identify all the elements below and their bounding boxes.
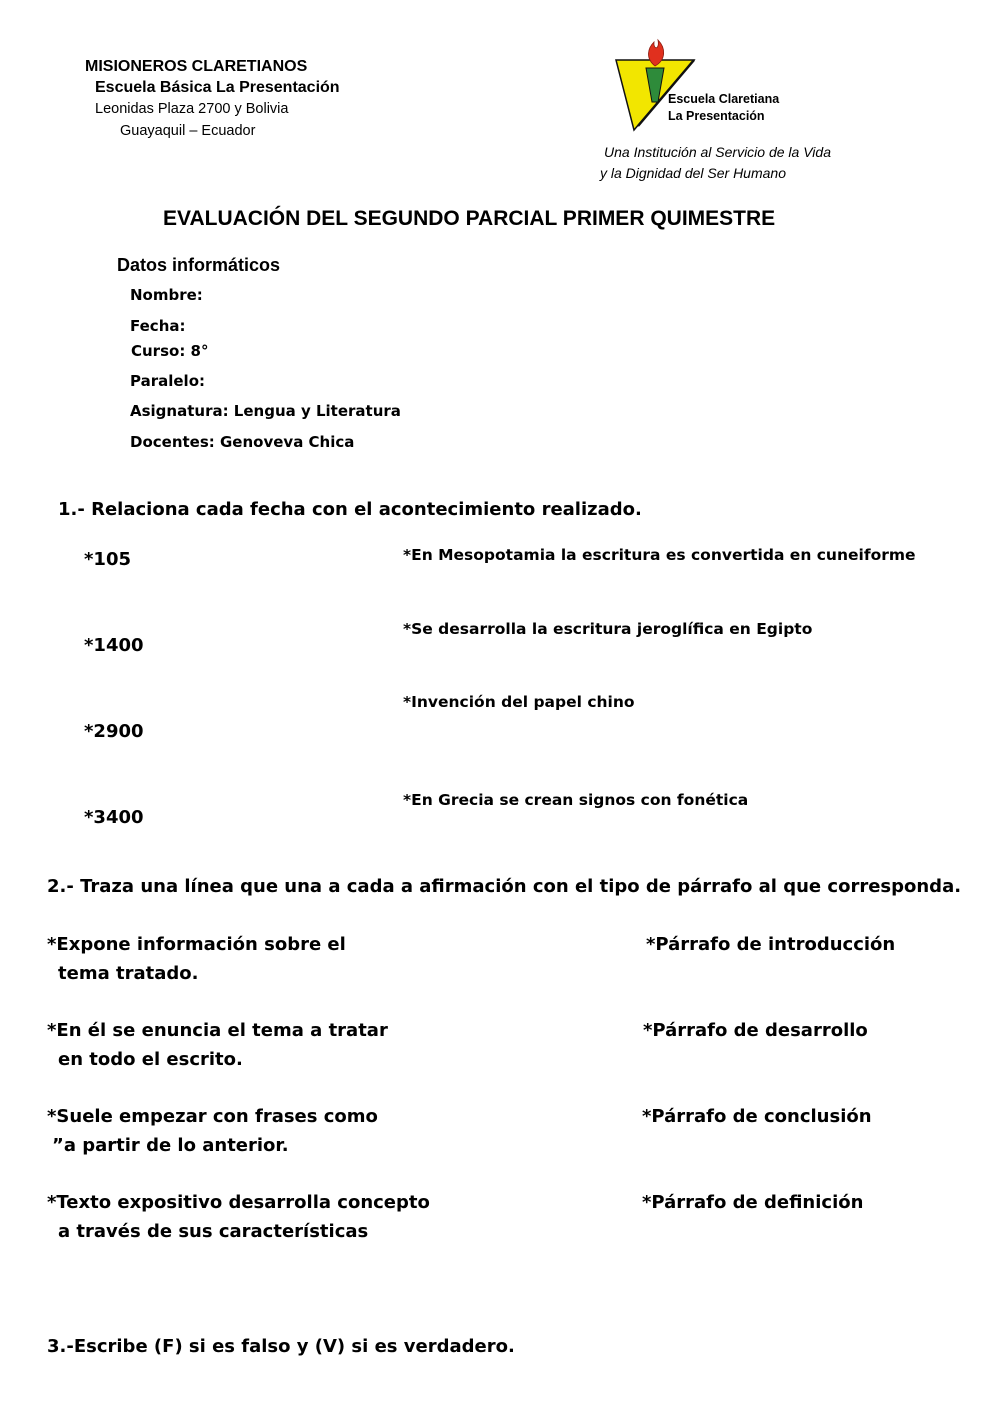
q2-statement-line: *Suele empezar con frases como xyxy=(47,1106,378,1127)
q3-title: 3.-Escribe (F) si es falso y (V) si es verdadero. xyxy=(47,1336,515,1357)
q2-paragraph-type: *Párrafo de desarrollo xyxy=(643,1020,868,1041)
q1-event: *En Mesopotamia la escritura es convertida en cuneiforme xyxy=(403,546,916,564)
info-heading: Datos informáticos xyxy=(117,255,281,275)
q2-statement-line: *Expone información sobre el xyxy=(47,934,346,955)
school-city: Guayaquil – Ecuador xyxy=(120,123,256,139)
q2-statement-line: *Texto expositivo desarrolla concepto xyxy=(47,1192,430,1213)
q2-statement-line: tema tratado. xyxy=(58,963,199,984)
q2-title: 2.- Traza una línea que una a cada a afirmación con el tipo de párrafo al que corresponda. xyxy=(47,876,962,897)
school-name: Escuela Básica La Presentación xyxy=(95,79,340,96)
info-docentes: Docentes: Genoveva Chica xyxy=(130,433,355,451)
q2-statement-line: ”a partir de lo anterior. xyxy=(52,1135,289,1156)
info-fecha: Fecha: xyxy=(130,317,186,335)
q1-date: *105 xyxy=(84,549,131,570)
logo-line-2: La Presentación xyxy=(668,109,765,123)
org-name: MISIONEROS CLARETIANOS xyxy=(85,58,308,75)
motto-line-2: y la Dignidad del Ser Humano xyxy=(600,165,786,181)
q1-event: *Se desarrolla la escritura jeroglífica en Egipto xyxy=(403,620,813,638)
q2-paragraph-type: *Párrafo de definición xyxy=(642,1192,864,1213)
info-curso: Curso: 8° xyxy=(131,342,209,360)
q2-statement-line: en todo el escrito. xyxy=(58,1049,243,1070)
info-paralelo: Paralelo: xyxy=(130,372,205,390)
q1-date: *1400 xyxy=(84,635,144,656)
q2-paragraph-type: *Párrafo de conclusión xyxy=(642,1106,872,1127)
logo-line-1: Escuela Claretiana xyxy=(668,92,780,106)
q1-date: *3400 xyxy=(84,807,144,828)
q2-statement-line: *En él se enuncia el tema a tratar xyxy=(47,1020,388,1041)
page-title: EVALUACIÓN DEL SEGUNDO PARCIAL PRIMER QUIMESTRE xyxy=(163,207,776,230)
motto-line-1: Una Institución al Servicio de la Vida xyxy=(604,144,831,160)
q1-event: *Invención del papel chino xyxy=(403,693,635,711)
q2-paragraph-type: *Párrafo de introducción xyxy=(646,934,896,955)
q1-title: 1.- Relaciona cada fecha con el acontecimiento realizado. xyxy=(58,499,642,520)
q2-statement-line: a través de sus características xyxy=(58,1221,369,1242)
q1-event: *En Grecia se crean signos con fonética xyxy=(403,791,749,809)
school-address: Leonidas Plaza 2700 y Bolivia xyxy=(95,101,289,117)
info-nombre: Nombre: xyxy=(130,286,203,304)
info-asignatura: Asignatura: Lengua y Literatura xyxy=(130,402,401,420)
q1-date: *2900 xyxy=(84,721,144,742)
